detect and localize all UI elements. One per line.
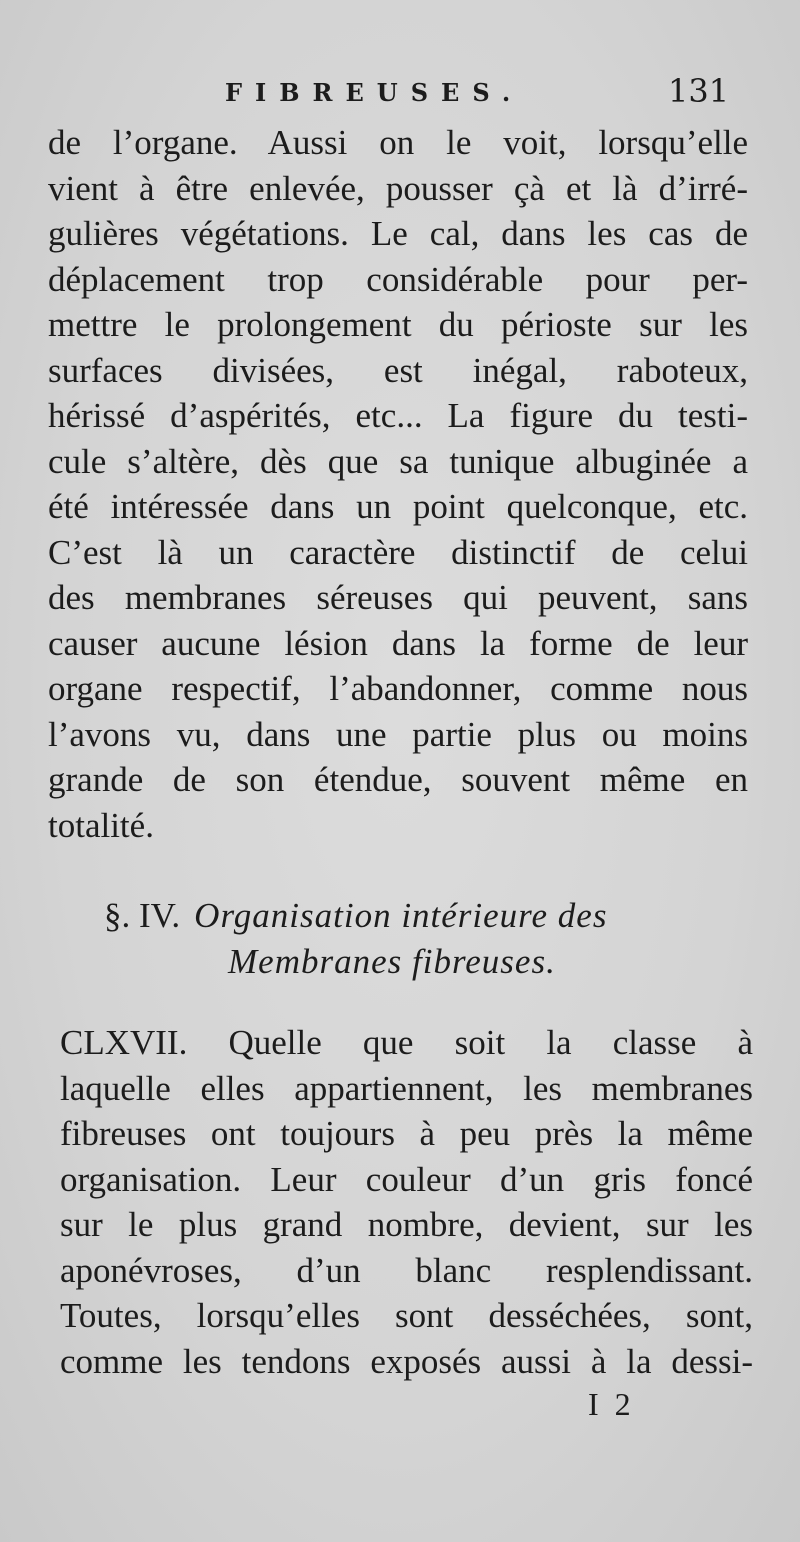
- section-title-line-2: Membranes fibreuses.: [228, 942, 556, 981]
- text-line: organe respectif, l’abandonner, comme nous: [48, 669, 748, 708]
- text-line: l’avons vu, dans une partie plus ou moins: [48, 714, 748, 754]
- text-line: fibreuses ont toujours à peu près la même: [60, 1114, 753, 1153]
- text-line: comme les tendons exposés aussi à la dessi-: [60, 1341, 753, 1381]
- running-title: FIBREUSES.: [225, 78, 524, 107]
- page-header: [0, 70, 800, 120]
- text-line: été intéressée dans un point quelconque, etc.: [48, 487, 748, 526]
- text-line: mettre le prolongement du périoste sur les: [48, 305, 748, 344]
- text-line: Toutes, lorsqu’elles sont desséchées, sont,: [60, 1296, 753, 1335]
- section-heading-line-2: [228, 938, 556, 986]
- text-line: des membranes séreuses qui peuvent, sans: [48, 578, 748, 617]
- section-title-line-1: Organisation intérieure des: [194, 896, 608, 935]
- text-line: organisation. Leur couleur d’un gris foncé: [60, 1159, 753, 1199]
- text-line: grande de son étendue, souvent même en: [48, 760, 748, 799]
- text-line: laquelle elles appartiennent, les membranes: [60, 1068, 753, 1108]
- text-line: gulières végétations. Le cal, dans les cas de: [48, 214, 748, 253]
- text-line: de l’organe. Aussi on le voit, lorsqu’elle: [48, 123, 748, 162]
- text-line: cule s’altère, dès que sa tunique albuginée a: [48, 441, 748, 481]
- paragraph-1: [48, 120, 748, 848]
- text-line: aponévroses, d’un blanc resplendissant.: [60, 1250, 753, 1290]
- text-line: sur le plus grand nombre, devient, sur les: [60, 1205, 753, 1244]
- text-line: vient à être enlevée, pousser çà et là d’irré-: [48, 168, 748, 208]
- paragraph-2: [60, 1020, 753, 1384]
- text-line: totalité.: [48, 805, 154, 845]
- text-line: surfaces divisées, est inégal, raboteux,: [48, 350, 748, 390]
- section-number: §. IV.: [104, 896, 181, 935]
- signature-mark: I 2: [588, 1386, 635, 1422]
- text-line: déplacement trop considérable pour per-: [48, 259, 748, 299]
- text-line: C’est là un caractère distinctif de celui: [48, 532, 748, 572]
- text-line: CLXVII. Quelle que soit la classe à: [60, 1023, 753, 1062]
- text-line: hérissé d’aspérités, etc... La figure du testi-: [48, 396, 748, 435]
- section-heading-line-1: [104, 892, 607, 940]
- page-number: 131: [668, 72, 730, 110]
- text-line: causer aucune lésion dans la forme de leur: [48, 623, 748, 663]
